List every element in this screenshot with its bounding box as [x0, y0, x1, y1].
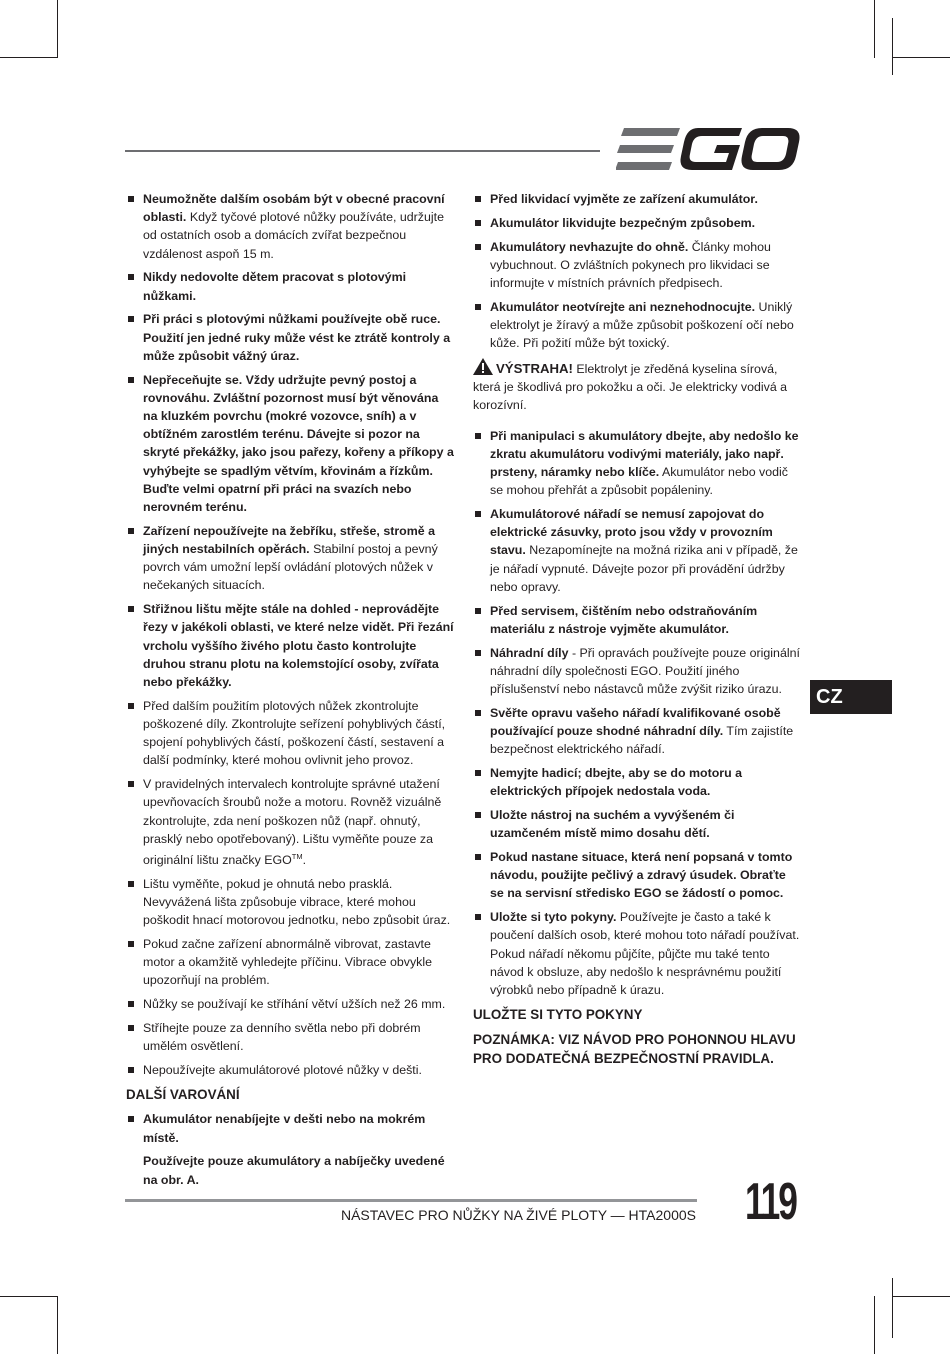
list-item: Pokud začne zařízení abnormálně vibrovat, zastavte motor a okamžitě vyhledejte příčinu. Vibrace obvykle upozorňují na problém. — [126, 935, 454, 990]
list-item: Lištu vyměňte, pokud je ohnutá nebo prasklá. Nevyvážená lišta způsobuje vibrace, které mohou poškodit hnací motorovou jednotku, nebo způsobit úraz. — [126, 875, 454, 930]
note-text: POZNÁMKA: VIZ NÁVOD PRO POHONNOU HLAVU PRO DODATEČNÁ BEZPEČNOSTNÍ PRAVIDLA. — [473, 1032, 796, 1067]
left-column — [126, 190, 454, 1194]
crop-mark — [0, 57, 58, 58]
crop-mark — [892, 57, 950, 58]
list-item: Akumulátorové nářadí se nemusí zapojovat do elektrické zásuvky, proto jsou vždy v provozním stavu. Nezapomínejte na možná rizika ani v případě, že je nářadí vypnuté. Dávejte pozor při provádění údržby nebo opravy. — [473, 505, 803, 596]
list-item-continuation: Používejte pouze akumulátory a nabíječky uvedené na obr. A. — [143, 1154, 445, 1187]
crop-mark — [892, 1278, 893, 1338]
page-number: 119 — [745, 1173, 796, 1231]
list-item: Nikdy nedovolte dětem pracovat s plotovými nůžkami. — [126, 268, 454, 304]
ego-logo — [616, 128, 800, 172]
list-item: Uložte nástroj na suchém a vyvýšeném či uzamčeném místě mimo dosahu dětí. — [473, 806, 803, 842]
list-item: Nůžky se používají ke stříhání větví užších než 26 mm. — [126, 995, 454, 1013]
list-item: Uložte si tyto pokyny. Používejte je často a také k poučení dalších osob, které mohou toto nářadí používat. Pokud nářadí někomu půjčíte, půjčte mu také tento návod k obsluze, aby nedošlo k nesprávnému použití výrobků nebo případně k úrazu. — [473, 908, 803, 999]
list-item: Neumožněte dalším osobám být v obecné pracovní oblasti. Když tyčové plotové nůžky používáte, udržujte od ostatních osob a domácích zvířat bezpečnou vzdálenost aspoň 15 m. — [126, 190, 454, 263]
list-item: Střižnou lištu mějte stále na dohled - neprovádějte řezy v jakékoli oblasti, ve které nelze vidět. Při řezání vrcholu vyššího živého plotu často kontrolujte druhou stranu plotu na kolemstojící osoby, zvířata nebo překážky. — [126, 600, 454, 691]
list-item: Před servisem, čištěním nebo odstraňováním materiálu z nástroje vyjměte akumulátor. — [473, 602, 803, 638]
section-heading: DALŠÍ VAROVÁNÍ — [126, 1087, 240, 1103]
list-item: Nepřeceňujte se. Vždy udržujte pevný postoj a rovnováhu. Zvláštní pozornost musí být věnována na kluzkém povrchu (mokré vozovce, sníh) a v obtížném zarostlém terénu. Dávejte si pozor na skryté překážky, jako jsou pařezy, kořeny a příkopy a vyhýbejte se spadlým větvím, křovinám a řízkům. Buďte velmi opatrní při práci na svazích nebo nerovném terénu. — [126, 371, 454, 517]
crop-mark — [892, 1296, 950, 1297]
list-item: V pravidelných intervalech kontrolujte správné utažení upevňovacích šroubů nože a motoru. Rovněž vizuálně zkontrolujte, zda není poškozen nůž (např. ohnutý, prasklý nebo opotřebovaný). Lištu vyměňte pouze za originální lištu značky EGO™. — [126, 775, 454, 869]
list-item: Nemyjte hadicí; dbejte, aby se do motoru a elektrických přípojek nedostala voda. — [473, 764, 803, 800]
list-item: Zařízení nepoužívejte na žebříku, střeše, stromě a jiných nestabilních opěrách. Stabilní postoj a pevný povrch vám umožní lepší ovládání plotových nůžek v nečekaných situacích. — [126, 522, 454, 595]
crop-mark — [57, 1296, 58, 1354]
list-item: Akumulátor nenabíjejte v dešti nebo na mokrém místě. — [126, 1110, 454, 1146]
header-rule — [125, 150, 600, 152]
list-item: Před likvidací vyjměte ze zařízení akumulátor. — [473, 190, 803, 208]
list-item: Akumulátory nevhazujte do ohně. Články mohou vybuchnout. O zvláštních pokynech pro likvidaci se informujte v místních právních předpisech. — [473, 238, 803, 293]
warning-triangle-icon — [473, 358, 493, 375]
warning-paragraph: VÝSTRAHA! Elektrolyt je zředěná kyselina sírová, která je škodlivá pro pokožku a oči. Je elektricky vodivá a korozívní. — [473, 358, 803, 415]
list-item: Akumulátor neotvírejte ani neznehodnocujte. Uniklý elektrolyt je žíravý a může způsobit poškození očí nebo kůže. Při požití může být toxický. — [473, 298, 803, 353]
right-column — [473, 190, 803, 1068]
crop-mark — [0, 1296, 58, 1297]
list-item: Akumulátor likvidujte bezpečným způsobem. — [473, 214, 803, 232]
trademark-sup: TM — [291, 852, 303, 862]
list-item: Náhradní díly - Při opravách používejte pouze originální náhradní díly společnosti EGO. Použití jiného příslušenství nebo nástavců může zvýšit riziko úrazu. — [473, 644, 803, 699]
crop-mark — [57, 0, 58, 58]
list-item: Při manipulaci s akumulátory dbejte, aby nedošlo ke zkratu akumulátoru vodivými materiály, jako např. prsteny, náramky nebo klíče. Akumulátor nebo vodič se mohou přehřát a způsobit popáleniny. — [473, 427, 803, 500]
crop-mark — [892, 18, 893, 75]
list-item: Před dalším použitím plotových nůžek zkontrolujte poškozené díly. Zkontrolujte seřízení pohyblivých částí, spojení pohyblivých částí, poškození částí, sestavení a další podmínky, které mohou ovlivnit jeho provoz. — [126, 697, 454, 770]
list-item: Při práci s plotovými nůžkami používejte obě ruce. Použití jen jedné ruky může vést ke ztrátě kontroly a může způsobit vážný úraz. — [126, 310, 454, 365]
footer-rule — [125, 1199, 697, 1202]
list-item: Nepoužívejte akumulátorové plotové nůžky v dešti. — [126, 1061, 454, 1079]
save-instructions-heading: ULOŽTE SI TYTO POKYNY — [473, 1007, 643, 1023]
footer-title: NÁSTAVEC PRO NŮŽKY NA ŽIVÉ PLOTY — HTA2000S — [340, 1207, 696, 1223]
language-tab: CZ — [810, 680, 892, 714]
crop-mark — [874, 0, 875, 58]
crop-mark — [874, 1296, 875, 1354]
list-item: Pokud nastane situace, která není popsaná v tomto návodu, použijte pečlivý a zdravý úsudek. Obraťte se na servisní středisko EGO se žádostí o pomoc. — [473, 848, 803, 903]
list-item: Stříhejte pouze za denního světla nebo při dobrém umělém osvětlení. — [126, 1019, 454, 1055]
list-item: Svěřte opravu vašeho nářadí kvalifikované osobě používající pouze shodné náhradní díly. Tím zajistíte bezpečnost elektrického nářadí. — [473, 704, 803, 759]
